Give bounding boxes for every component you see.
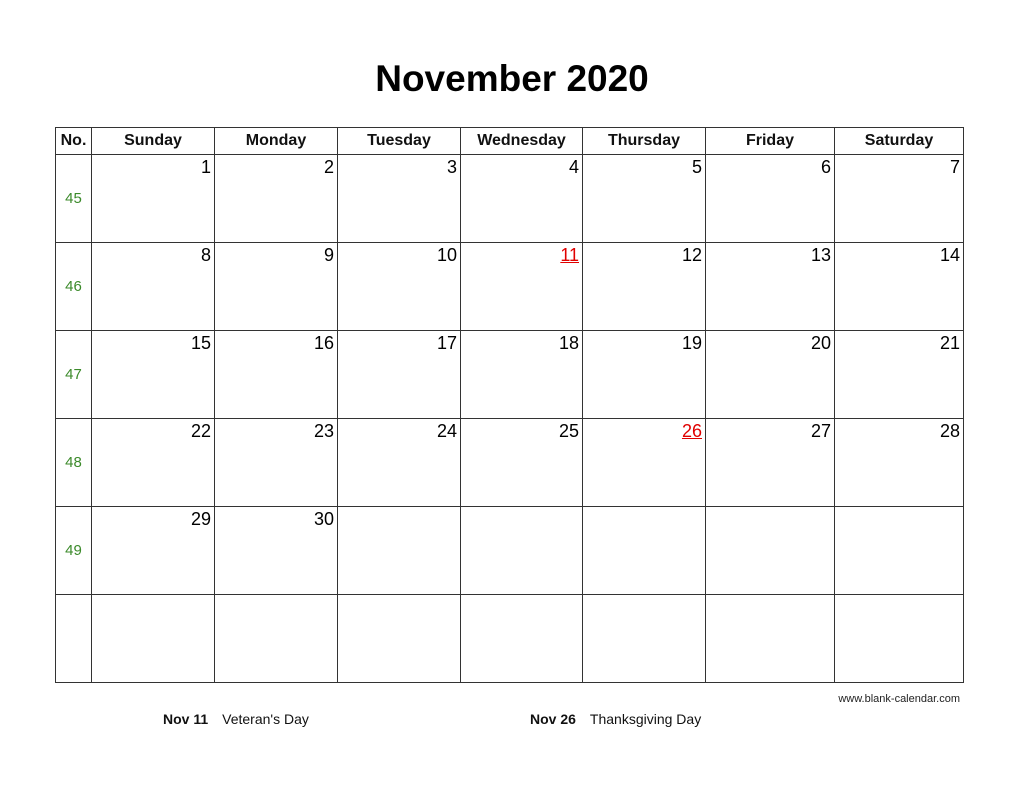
day-cell <box>583 155 706 243</box>
week-row <box>56 595 964 683</box>
week-number-cell <box>56 331 92 419</box>
day-number: 25 <box>558 421 579 441</box>
calendar-grid <box>55 127 964 683</box>
day-cell <box>583 331 706 419</box>
day-number: 15 <box>190 333 211 353</box>
holiday-note <box>530 711 701 727</box>
day-cell <box>338 507 461 595</box>
day-number: 28 <box>939 421 960 441</box>
page-title: November 2020 <box>375 58 649 99</box>
day-number: 9 <box>323 245 334 265</box>
holiday-note <box>163 711 309 727</box>
day-cell <box>461 595 583 683</box>
day-cell <box>706 331 835 419</box>
day-cell <box>706 595 835 683</box>
day-cell <box>706 419 835 507</box>
day-cell <box>338 243 461 331</box>
header-saturday: Saturday <box>835 128 964 155</box>
day-number: 16 <box>313 333 334 353</box>
day-cell <box>706 155 835 243</box>
week-number: 46 <box>65 278 82 295</box>
header-tuesday: Tuesday <box>338 128 461 155</box>
day-number: 8 <box>200 245 211 265</box>
day-cell <box>215 243 338 331</box>
week-number: 48 <box>65 454 82 471</box>
week-row <box>56 331 964 419</box>
day-cell <box>92 155 215 243</box>
weekday-header-row <box>56 128 964 155</box>
week-number-cell <box>56 155 92 243</box>
day-cell <box>338 419 461 507</box>
day-number: 14 <box>939 245 960 265</box>
header-wednesday: Wednesday <box>461 128 583 155</box>
day-cell <box>338 155 461 243</box>
day-number: 6 <box>820 157 831 177</box>
day-cell <box>338 331 461 419</box>
day-number: 7 <box>949 157 960 177</box>
day-number: 2 <box>323 157 334 177</box>
day-number: 26 <box>681 421 702 441</box>
week-row <box>56 507 964 595</box>
week-number-cell <box>56 243 92 331</box>
week-number: 49 <box>65 542 82 559</box>
day-cell <box>215 595 338 683</box>
day-cell <box>583 419 706 507</box>
day-cell <box>215 331 338 419</box>
header-thursday: Thursday <box>583 128 706 155</box>
day-number: 21 <box>939 333 960 353</box>
day-cell <box>835 419 964 507</box>
day-number: 22 <box>190 421 211 441</box>
day-cell <box>461 243 583 331</box>
website-link[interactable]: www.blank-calendar.com <box>838 693 960 705</box>
week-number: 47 <box>65 366 82 383</box>
day-number: 17 <box>436 333 457 353</box>
week-row <box>56 419 964 507</box>
holiday-name: Veteran's Day <box>222 711 309 727</box>
day-cell <box>706 243 835 331</box>
day-number: 18 <box>558 333 579 353</box>
day-number: 5 <box>691 157 702 177</box>
day-number: 11 <box>560 245 579 265</box>
day-cell <box>92 331 215 419</box>
header-monday: Monday <box>215 128 338 155</box>
day-cell <box>92 595 215 683</box>
day-cell <box>92 419 215 507</box>
day-cell <box>92 243 215 331</box>
day-cell <box>461 419 583 507</box>
week-number: 45 <box>65 190 82 207</box>
day-number: 10 <box>436 245 457 265</box>
holiday-name: Thanksgiving Day <box>589 711 702 727</box>
day-number: 20 <box>810 333 831 353</box>
day-cell <box>461 331 583 419</box>
day-cell <box>215 155 338 243</box>
day-cell <box>583 243 706 331</box>
holiday-date: Nov 26 <box>530 711 576 727</box>
day-cell <box>583 507 706 595</box>
day-cell <box>461 507 583 595</box>
day-cell <box>835 155 964 243</box>
day-cell <box>215 507 338 595</box>
week-row <box>56 155 964 243</box>
week-number-cell <box>56 419 92 507</box>
week-number-cell <box>56 595 92 683</box>
day-number: 4 <box>568 157 579 177</box>
day-number: 12 <box>681 245 702 265</box>
week-row <box>56 243 964 331</box>
day-number: 27 <box>810 421 831 441</box>
day-cell <box>92 507 215 595</box>
day-number: 19 <box>681 333 702 353</box>
header-sunday: Sunday <box>92 128 215 155</box>
day-number: 13 <box>810 245 831 265</box>
day-number: 24 <box>436 421 457 441</box>
holiday-date: Nov 11 <box>163 711 209 727</box>
day-number: 30 <box>313 509 334 529</box>
day-cell <box>338 595 461 683</box>
header-friday: Friday <box>706 128 835 155</box>
day-cell <box>215 419 338 507</box>
day-number: 1 <box>200 157 211 177</box>
day-cell <box>461 155 583 243</box>
day-number: 29 <box>190 509 211 529</box>
day-cell <box>706 507 835 595</box>
day-cell <box>835 507 964 595</box>
day-number: 3 <box>446 157 457 177</box>
day-cell <box>583 595 706 683</box>
header-week-number: No. <box>56 128 92 155</box>
day-cell <box>835 243 964 331</box>
day-cell <box>835 331 964 419</box>
week-number-cell <box>56 507 92 595</box>
day-cell <box>835 595 964 683</box>
day-number: 23 <box>313 421 334 441</box>
